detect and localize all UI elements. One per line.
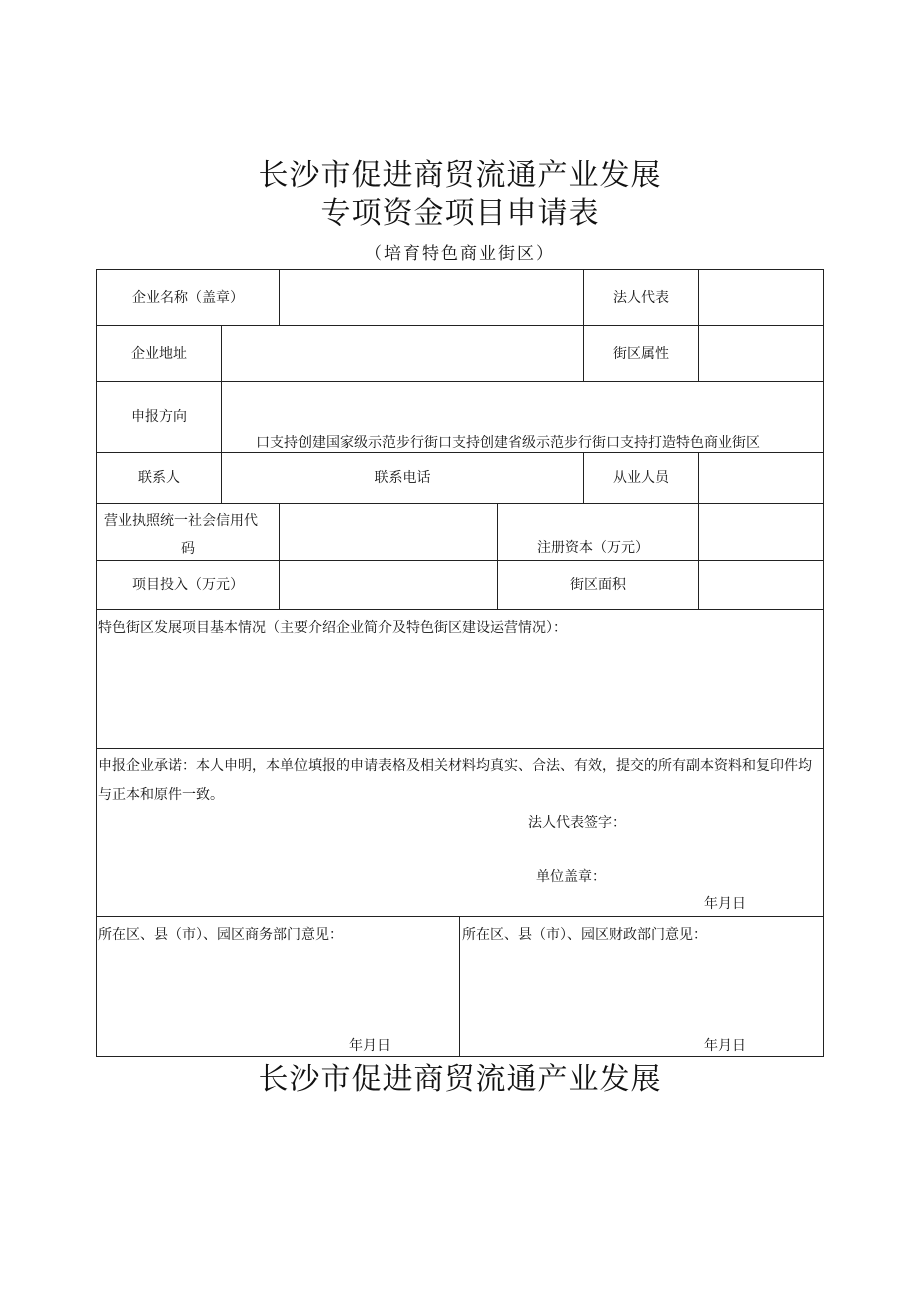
table-border-bottom [96,1056,824,1057]
table-rule [96,748,824,749]
contact-label: 联系人 [138,470,180,486]
table-rule [221,381,222,453]
finance-date: 年月日 [704,1038,746,1054]
legal-rep-label: 法人代表 [613,289,669,306]
investment-label: 项目投入（万元） [132,577,244,593]
district-attr-label: 街区属性 [613,345,669,362]
commerce-opinion-label: 所在区、县（市）、园区商务部门意见： [98,927,343,943]
credit-code-label-cont: 码 [181,541,195,557]
credit-code-label: 营业执照统一社会信用代 [104,513,258,529]
company-name-field[interactable] [280,270,583,325]
district-area-field[interactable] [699,561,823,609]
phone-label: 联系电话 [374,470,431,486]
reg-capital-label: 注册资本（万元） [537,540,649,556]
page-subtitle: （培育特色商业街区） [365,244,555,264]
page-title-line1: 长沙市促进商贸流通产业发展 [258,158,662,193]
table-border-right [823,269,824,1057]
table-rule [96,916,824,917]
district-area-label: 街区面积 [570,577,626,593]
table-rule [459,916,460,1057]
finance-opinion-label: 所在区、县（市）、园区财政部门意见： [462,927,707,943]
direction-label: 申报方向 [131,409,187,425]
credit-code-field[interactable] [280,504,497,560]
commitment-text: 申报企业承诺：本人申明，本单位填报的申请表格及相关材料均真实、合法、有效，提交的所有副本资料和复印件均与正本和原件一致。 [98,758,812,803]
page-title-line2: 专项资金项目申请表 [320,196,600,231]
next-page-title: 长沙市促进商贸流通产业发展 [258,1062,662,1097]
legal-rep-field[interactable] [699,270,823,325]
reg-capital-field[interactable] [699,504,823,560]
employees-label: 从业人员 [613,470,669,486]
company-name-label: 企业名称（盖章） [132,289,244,306]
basic-info-label: 特色街区发展项目基本情况（主要介绍企业简介及特色街区建设运营情况）： [98,620,567,636]
table-rule [96,609,824,610]
commerce-date: 年月日 [349,1038,391,1054]
address-field[interactable] [222,326,583,381]
basic-info-field[interactable] [97,640,823,746]
investment-field[interactable] [280,561,497,609]
legal-sign-label: 法人代表签字： [528,815,626,831]
commitment-date: 年月日 [704,896,746,912]
address-label: 企业地址 [131,345,187,362]
employees-field[interactable] [699,453,823,503]
direction-options[interactable]: 口支持创建国家级示范步行街口支持创建省级示范步行街口支持打造特色商业街区 [256,435,760,451]
district-attr-field[interactable] [699,326,823,381]
unit-seal-label: 单位盖章： [536,869,606,885]
